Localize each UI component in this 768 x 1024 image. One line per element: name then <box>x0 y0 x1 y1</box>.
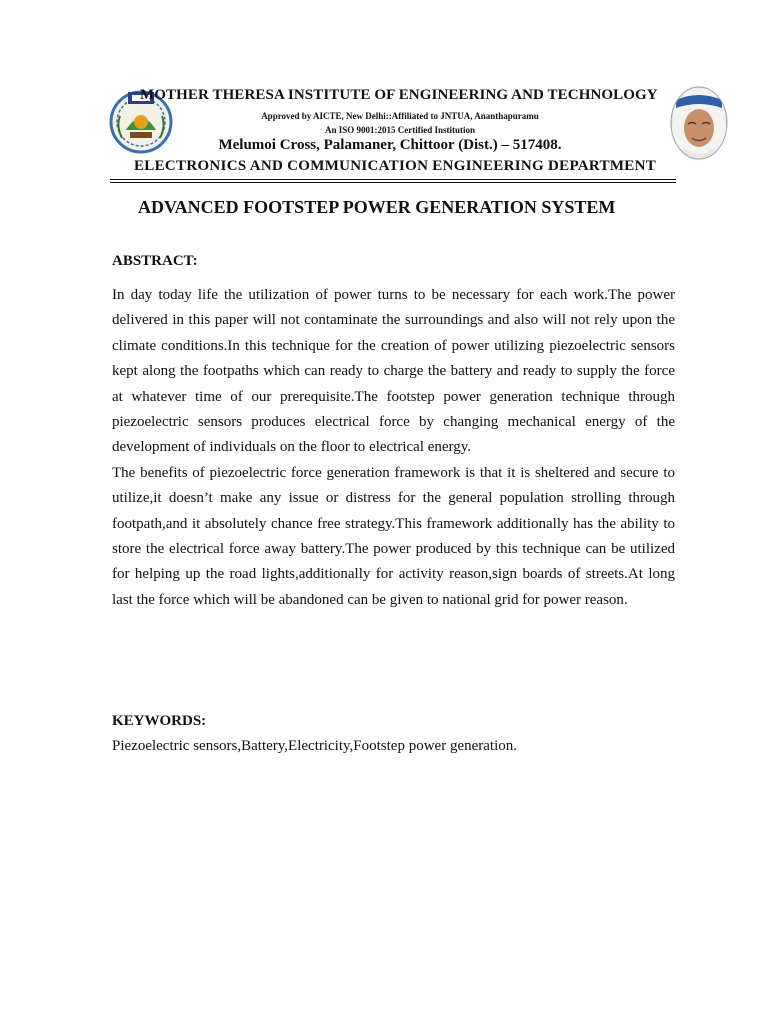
institution-address: Melumoi Cross, Palamaner, Chittoor (Dist.) – 517408. <box>218 137 562 153</box>
keywords-text: Piezoelectric sensors,Battery,Electricity,Footstep power generation. <box>112 738 517 754</box>
abstract-heading: ABSTRACT: <box>112 253 198 269</box>
iso-certification: An ISO 9001:2015 Certified Institution <box>324 125 475 135</box>
department-name: ELECTRONICS AND COMMUNICATION ENGINEERING DEPARTMENT <box>133 158 657 174</box>
abstract-paragraph: The benefits of piezoelectric force generation framework is that it is sheltered and secure to utilize,it doesn’t make any issue or distress for the general population strolling through footpath,and it absolutely chance free strategy.This framework additionally has the ability to store the electrical force away battery.The power produced by this technique can be utilized for helping up the road lights,additionally for activity reason,sign boards of streets.At long last the force which will be abandoned can be given to national grid for power reason. <box>112 464 675 608</box>
abstract-body <box>112 283 675 613</box>
institution-name: MOTHER THERESA INSTITUTE OF ENGINEERING AND TECHNOLOGY <box>140 87 658 103</box>
approval-line: Approved by AICTE, New Delhi::Affiliated to JNTUA, Ananthapuramu <box>261 111 539 121</box>
header-divider <box>110 179 676 180</box>
paper-title: ADVANCED FOOTSTEP POWER GENERATION SYSTEM <box>138 197 616 217</box>
header-divider-secondary <box>110 182 676 183</box>
keywords-heading: KEYWORDS: <box>112 713 207 729</box>
abstract-paragraph: In day today life the utilization of power turns to be necessary for each work.The power delivered in this paper will not contaminate the surroundings and also will not rely upon the climate conditions.In this technique for the creation of power utilizing piezoelectric sensors kept along the footpaths which can ready to charge the battery and ready to supply the force at whatever time of our prerequisite.The footstep power generation technique through piezoelectric sensors produces electrical force by changing mechanical energy of the development of individuals on the floor to electrical energy. <box>112 287 675 456</box>
